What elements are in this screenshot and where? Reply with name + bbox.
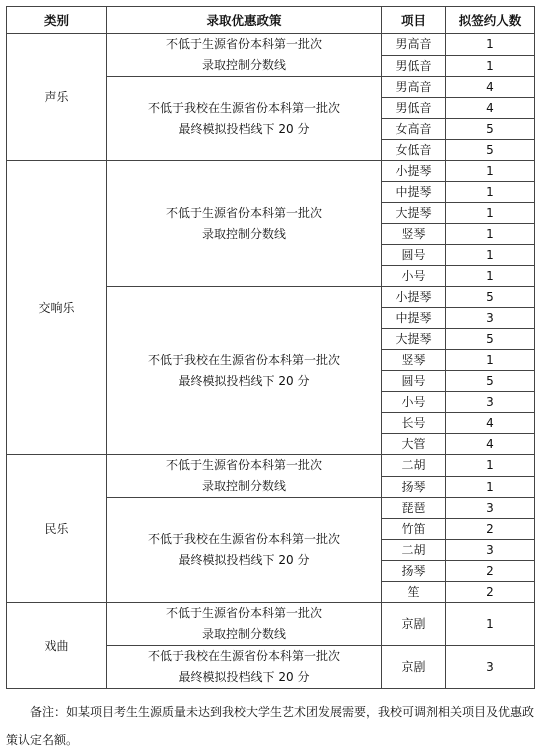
item-cell: 长号	[382, 413, 446, 434]
policy-line: 录取控制分数线	[201, 627, 286, 641]
policy-line: 录取控制分数线	[201, 479, 286, 493]
item-cell: 竖琴	[382, 350, 446, 371]
item-cell: 笙	[382, 582, 446, 603]
item-cell: 男高音	[382, 34, 446, 56]
item-cell: 小提琴	[382, 287, 446, 308]
item-cell: 大提琴	[382, 329, 446, 350]
policy-line: 不低于生源省份本科第一批次	[165, 458, 322, 472]
count-cell: 2	[446, 582, 535, 603]
policy-line: 最终模拟投档线下 20 分	[178, 373, 310, 388]
table-row	[7, 455, 535, 477]
policy-line: 最终模拟投档线下 20 分	[178, 670, 310, 684]
count-cell: 4	[446, 434, 535, 455]
table-body	[7, 34, 535, 689]
policy-cell	[107, 498, 382, 603]
count-cell: 5	[446, 287, 535, 308]
count-cell: 2	[446, 561, 535, 582]
policy-cell	[107, 455, 382, 498]
item-cell: 扬琴	[382, 561, 446, 582]
footnote: 备注：如某项目考生生源质量未达到我校大学生艺术团发展需要，我校可调剂相关项目及优惠政策认定名额。	[6, 705, 535, 747]
count-cell: 1	[446, 161, 535, 182]
count-cell: 1	[446, 245, 535, 266]
policy-line: 录取控制分数线	[201, 226, 286, 241]
count-cell: 5	[446, 140, 535, 161]
item-cell: 小号	[382, 266, 446, 287]
count-cell: 2	[446, 519, 535, 540]
header-category: 类别	[7, 7, 107, 34]
item-cell: 男高音	[382, 77, 446, 98]
policy-line: 不低于生源省份本科第一批次	[165, 205, 322, 220]
policy-line: 不低于生源省份本科第一批次	[165, 37, 322, 51]
policy-line: 不低于我校在生源省份本科第一批次	[147, 100, 340, 115]
item-cell: 中提琴	[382, 308, 446, 329]
item-cell: 大管	[382, 434, 446, 455]
policy-line: 不低于我校在生源省份本科第一批次	[147, 532, 340, 546]
item-cell: 圆号	[382, 371, 446, 392]
count-cell: 1	[446, 266, 535, 287]
item-cell: 女高音	[382, 119, 446, 140]
count-cell: 1	[446, 455, 535, 477]
count-cell: 4	[446, 413, 535, 434]
count-cell: 3	[446, 392, 535, 413]
header-item: 项目	[382, 7, 446, 34]
count-cell: 4	[446, 98, 535, 119]
category-cell: 戏曲	[7, 603, 107, 689]
count-cell: 3	[446, 498, 535, 519]
count-cell: 1	[446, 203, 535, 224]
count-cell: 3	[446, 540, 535, 561]
count-cell: 1	[446, 476, 535, 498]
count-cell: 1	[446, 34, 535, 56]
policy-line: 最终模拟投档线下 20 分	[178, 121, 310, 136]
quota-table	[6, 6, 535, 689]
policy-cell	[107, 34, 382, 77]
item-cell: 大提琴	[382, 203, 446, 224]
count-cell: 5	[446, 119, 535, 140]
category-cell: 声乐	[7, 34, 107, 161]
count-cell: 1	[446, 224, 535, 245]
policy-cell	[107, 77, 382, 161]
count-cell: 1	[446, 55, 535, 77]
policy-line: 不低于我校在生源省份本科第一批次	[147, 649, 340, 663]
policy-cell	[107, 603, 382, 646]
count-cell: 5	[446, 371, 535, 392]
count-cell: 3	[446, 646, 535, 689]
count-cell: 3	[446, 308, 535, 329]
category-cell: 民乐	[7, 455, 107, 603]
item-cell: 二胡	[382, 455, 446, 477]
table-row	[7, 161, 535, 182]
item-cell: 京剧	[382, 646, 446, 689]
item-cell: 女低音	[382, 140, 446, 161]
table-row	[7, 34, 535, 56]
header-count: 拟签约人数	[446, 7, 535, 34]
item-cell: 小提琴	[382, 161, 446, 182]
table-row	[7, 603, 535, 646]
item-cell: 京剧	[382, 603, 446, 646]
header-policy: 录取优惠政策	[107, 7, 382, 34]
item-cell: 中提琴	[382, 182, 446, 203]
category-cell: 交响乐	[7, 161, 107, 455]
policy-line: 不低于生源省份本科第一批次	[165, 606, 322, 620]
policy-line: 最终模拟投档线下 20 分	[178, 553, 310, 567]
item-cell: 男低音	[382, 98, 446, 119]
item-cell: 琵琶	[382, 498, 446, 519]
policy-line: 不低于我校在生源省份本科第一批次	[147, 352, 340, 367]
count-cell: 4	[446, 77, 535, 98]
count-cell: 1	[446, 182, 535, 203]
item-cell: 男低音	[382, 55, 446, 77]
count-cell: 1	[446, 603, 535, 646]
count-cell: 1	[446, 350, 535, 371]
item-cell: 小号	[382, 392, 446, 413]
item-cell: 二胡	[382, 540, 446, 561]
item-cell: 竹笛	[382, 519, 446, 540]
policy-cell	[107, 646, 382, 689]
item-cell: 竖琴	[382, 224, 446, 245]
policy-cell	[107, 287, 382, 455]
policy-line: 录取控制分数线	[201, 58, 286, 72]
policy-cell	[107, 161, 382, 287]
header-row	[7, 7, 535, 34]
item-cell: 扬琴	[382, 476, 446, 498]
count-cell: 5	[446, 329, 535, 350]
item-cell: 圆号	[382, 245, 446, 266]
